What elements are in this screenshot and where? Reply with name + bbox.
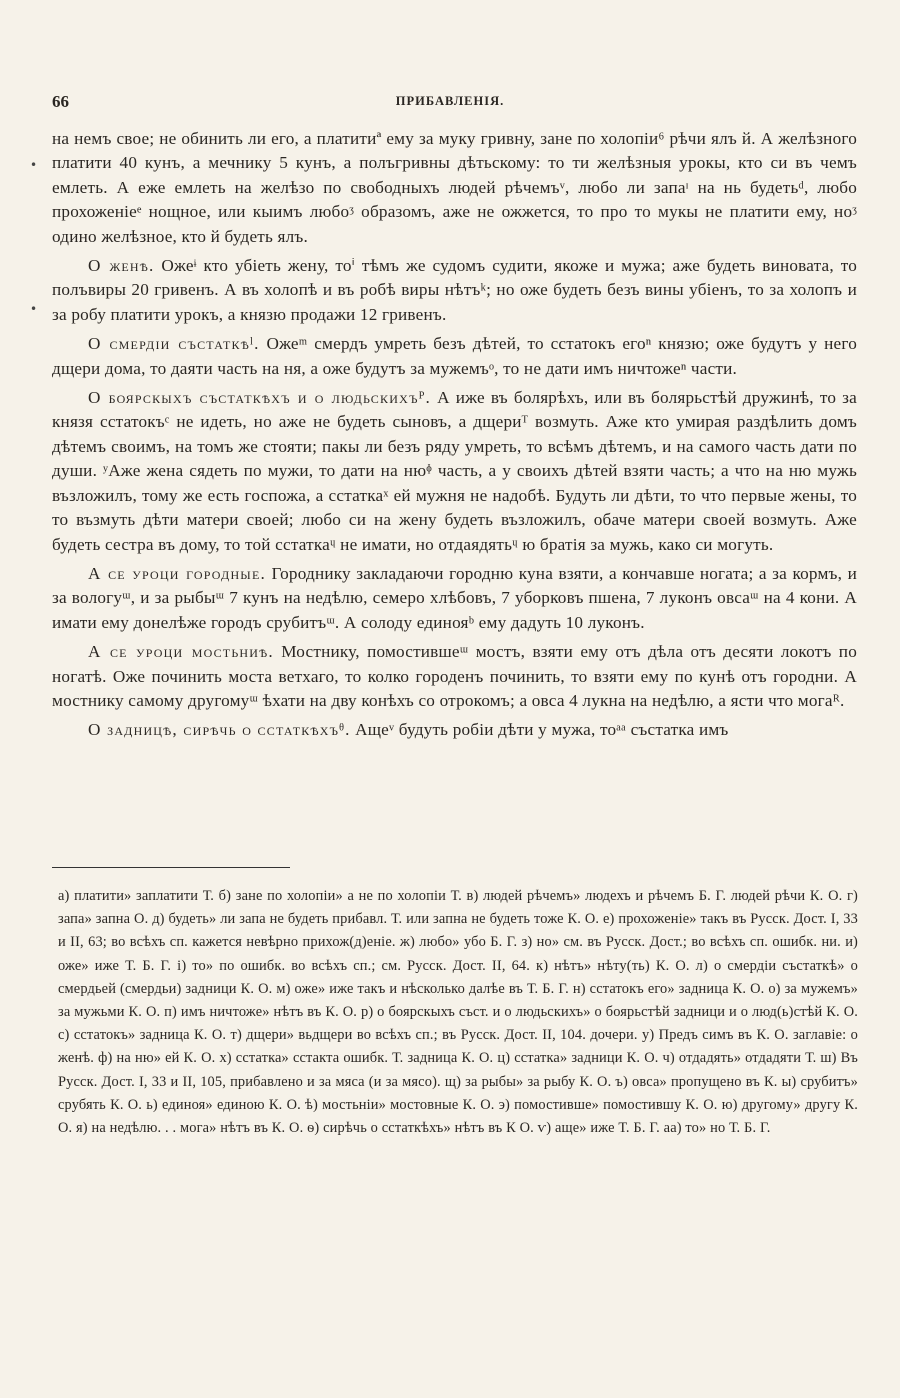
running-title: ПРИБАВЛЕНІЯ. <box>395 94 505 108</box>
paragraph <box>52 718 857 742</box>
paragraph <box>52 562 857 635</box>
section-heading: О женѣ. <box>88 256 155 276</box>
section-heading: О боярскыхъ състаткѣхъ и о людьскихъᴾ. <box>88 388 432 408</box>
paragraph-text: Ащеᵛ будуть робіи дѣти у мужа, тоᵃᵃ състатка имъ <box>355 720 729 740</box>
footnote-text: а) платити» заплатити Т. б) зане по холопіи» а не по холопіи Т. в) людей рѣчемъ» людехъ и рѣчемъ Б. Г. людей рѣчи К. О. г) запа» запна О. д) будеть» ли запа не будеть прибавл. Т. или запна не будеть тоже К. О. е) прохоженіе» такъ въ Русск. Дост. I, 33 и II, 63; во всѣхъ сп. кажется невѣрно прихож(д)еніе. ж) любо» убо Б. Г. з) но» см. въ Русск. Дост.; во всѣхъ сп. ошибк. ни. и) оже» иже Т. Б. Г. і) то» по ошибк. во всѣхъ сп.; см. Русск. Дост. II, 64. к) нѣтъ» нѣту(ть) К. О. л) о смердіи състаткѣ» о смердьей (смердьи) задници К. О. м) оже» иже такъ и нѣсколько далѣе въ Т. Б. Г. н) сстатокъ его» задница К. О. о) за мужемъ» за мужьми К. О. п) имъ ничтоже» нѣтъ въ К. О. р) о боярскыхъ съст. и о людьскихъ» о боярьстѣй задници и о люд(ь)стѣй К. О. с) сстатокъ» задница К. О. т) дщери» вьдщери во всѣхъ сп.; въ Русск. Дост. II, 104. дочери. у) Предъ симъ въ К. О. заглавіе: о женѣ. ф) на ню» ей К. О. х) сстатка» сстакта ошибк. Т. задница К. О. ц) сстатка» задници К. О. ч) отдадять» отдадяти Т. ш) Въ Русск. Дост. I, 33 и II, 105, прибавлено и за мяса (и за мясо). щ) за рыбы» за рыбу К. О. ъ) овса» пропущено въ К. ы) срубитъ» срубять К. О. ь) единоя» единою К. О. ѣ) мостьніи» мостовные К. О. э) помостивше» помостившу К. О. ю) другому» другу К. О. я) на недѣлю. . . мога» нѣтъ въ К. О. ѳ) сирѣчь о сстаткѣхъ» нѣтъ въ К О. ѵ) аще» иже Т. Б. Г. аа) то» но Т. Б. Г. <box>58 888 858 1137</box>
section-heading: А се уроци городные. <box>88 563 267 583</box>
main-text <box>52 127 857 743</box>
section-heading: О задницѣ, сирѣчь о сстаткѣхъᶿ. <box>88 720 351 740</box>
paragraph-text: А иже въ болярѣхъ, или въ болярьстѣй дружинѣ, то за князя сстатокъᶜ не идеть, но аже не будеть сыновъ, а дщериᵀ возмуть. Аже кто умирая раздѣлить домъ дѣтемъ своимъ, на томъ же стояти; пакы ли безъ ряду умреть, то всѣмъ дѣтемъ, и на самого часть дати по души. ʸАже жена сядеть по мужи, то дати на нюᶲ часть, а у своихъ дѣтей взяти часть; а что на ню мужь възложилъ, тому же есть госпожа, а сстаткаˣ ей мужня не надобѣ. Будуть ли дѣти, то что первые жены, то то възмуть дѣти матери своей; любо си на жену будеть възложилъ, обаче матери своей возмуть. Аже будеть сестра въ дому, то той сстаткаᶣ не имати, но отдаядятьᶣ ю братія за мужь, како си могуть. <box>52 388 857 554</box>
paragraph-text: Ожеᵐ смердъ умреть безъ дѣтей, то сстатокъ егоⁿ князю; оже будутъ у него дщери дома, то даяти часть на ня, а оже будутъ за мужемъᵒ, то не дати имъ ничтожеⁿ части. <box>52 334 858 378</box>
section-heading: О смердіи състаткѣˡ. <box>88 334 260 354</box>
paragraph <box>52 640 857 713</box>
margin-mark: • <box>30 302 38 316</box>
paragraph <box>52 386 857 557</box>
margin-mark: • <box>30 158 38 172</box>
paragraph: на немъ свое; не обинить ли его, а платитиª ему за муку гривну, зане по холопіи⁶ рѣчи ялъ й. А желѣзного платити 40 кунъ, а мечнику 5 кунъ, а полъгривны дѣтьскому: то ти желѣзныя урокы, кто си въ чемъ емлеть. А еже емлеть на желѣзо по свободныхъ людей рѣчемъᵛ, любо ли запаᶦ на нь будетьᵈ, любо прохоженіеᵉ нощное, или кыимъ любоᶾ образомъ, аже не ожжется, то про то мукы не платити ему, ноᶾ одино желѣзное, кто й будеть ялъ. <box>52 129 857 246</box>
footnotes <box>58 885 858 1140</box>
page-number: 66 <box>52 92 69 111</box>
paragraph-text: Городнику закладаючи городню куна взяти, а кончавше ногата; а за кормъ, и за вологуᵚ, и за рыбыᵚ 7 кунъ на недѣлю, семеро хлѣбовъ, 7 уборковъ пшена, 7 луконъ овсаᵚ на 4 кони. А имати ему донелѣже городъ срубитъᵚ. А солоду единояᵇ ему дадуть 10 луконъ. <box>52 563 857 632</box>
page-header <box>52 92 848 114</box>
section-heading: А се уроци мостьниѣ. <box>88 642 274 662</box>
paragraph-text: Ожеᶤ кто убіеть жену, тоⁱ тѣмъ же судомъ судити, якоже и мужа; аже будеть виновата, то полъвиры 20 гривенъ. А въ холопѣ и въ робѣ виры нѣтъᵏ; но оже будеть безъ вины убіенъ, то за холопъ и за робу платити урокъ, а князю продажи 12 гривенъ. <box>52 256 857 324</box>
footnote-rule <box>52 867 290 868</box>
paragraph <box>52 332 857 381</box>
paragraph-text: Мостнику, помостившеᵚ мостъ, взяти ему отъ дѣла отъ десяти локотъ по ногатѣ. Оже починить моста ветхаго, то колко городенъ починить, то взяти ему по кунѣ отъ городни. А мостнику самому другомуᵚ ѣхати на дву конѣхъ со отрокомъ; а овса 4 лукна на недѣлю, а ясти что могаᴿ. <box>52 642 857 710</box>
paragraph <box>52 254 857 327</box>
